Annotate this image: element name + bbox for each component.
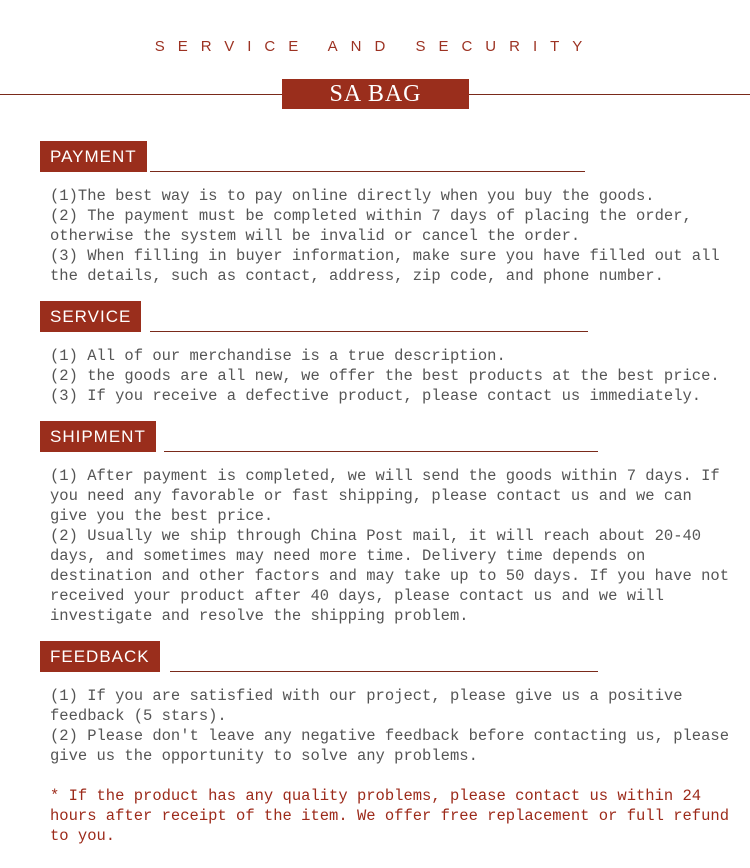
quality-note xyxy=(50,786,740,846)
note-line: * If the product has any quality problems, please contact us within 24 xyxy=(50,787,702,805)
feedback-divider xyxy=(170,671,598,672)
feedback-section-header xyxy=(40,641,598,672)
feedback-text xyxy=(50,686,740,766)
shipment-line: you need any favorable or fast shipping, please contact us and we can xyxy=(50,487,692,505)
feedback-line: (2) Please don't leave any negative feedback before contacting us, please xyxy=(50,727,730,745)
payment-line: otherwise the system will be invalid or cancel the order. xyxy=(50,227,581,245)
shipment-line: investigate and resolve the shipping problem. xyxy=(50,607,469,625)
feedback-line: feedback (5 stars). xyxy=(50,707,227,725)
service-divider xyxy=(150,331,588,332)
payment-section-header xyxy=(40,141,585,172)
payment-line: (2) The payment must be completed within 7 days of placing the order, xyxy=(50,207,692,225)
shipment-line: give you the best price. xyxy=(50,507,274,525)
service-text xyxy=(50,346,740,406)
service-heading: SERVICE xyxy=(40,301,141,332)
shipment-divider xyxy=(164,451,598,452)
feedback-line: give us the opportunity to solve any problems. xyxy=(50,747,478,765)
brand-banner: SA BAG xyxy=(282,79,469,109)
payment-line: the details, such as contact, address, zip code, and phone number. xyxy=(50,267,664,285)
service-section-header xyxy=(40,301,588,332)
shipment-text xyxy=(50,466,740,626)
shipment-line: received your product after 40 days, please contact us and we will xyxy=(50,587,664,605)
shipment-line: (1) After payment is completed, we will send the goods within 7 days. If xyxy=(50,467,720,485)
payment-line: (1)The best way is to pay online directly when you buy the goods. xyxy=(50,187,655,205)
shipment-heading: SHIPMENT xyxy=(40,421,156,452)
shipment-line: destination and other factors and may take up to 50 days. If you have not xyxy=(50,567,730,585)
note-line: to you. xyxy=(50,827,116,845)
feedback-heading: FEEDBACK xyxy=(40,641,160,672)
page-title: SERVICE AND SECURITY xyxy=(154,38,596,55)
service-line: (3) If you receive a defective product, please contact us immediately. xyxy=(50,387,702,405)
shipment-section-header xyxy=(40,421,598,452)
service-line: (1) All of our merchandise is a true description. xyxy=(50,347,506,365)
feedback-line: (1) If you are satisfied with our project, please give us a positive xyxy=(50,687,683,705)
shipment-line: days, and sometimes may need more time. Delivery time depends on xyxy=(50,547,646,565)
payment-text xyxy=(50,186,740,286)
shipment-line: (2) Usually we ship through China Post mail, it will reach about 20-40 xyxy=(50,527,702,545)
service-line: (2) the goods are all new, we offer the best products at the best price. xyxy=(50,367,720,385)
payment-heading: PAYMENT xyxy=(40,141,147,172)
payment-divider xyxy=(150,171,585,172)
payment-line: (3) When filling in buyer information, make sure you have filled out all xyxy=(50,247,720,265)
note-line: hours after receipt of the item. We offer free replacement or full refund xyxy=(50,807,730,825)
